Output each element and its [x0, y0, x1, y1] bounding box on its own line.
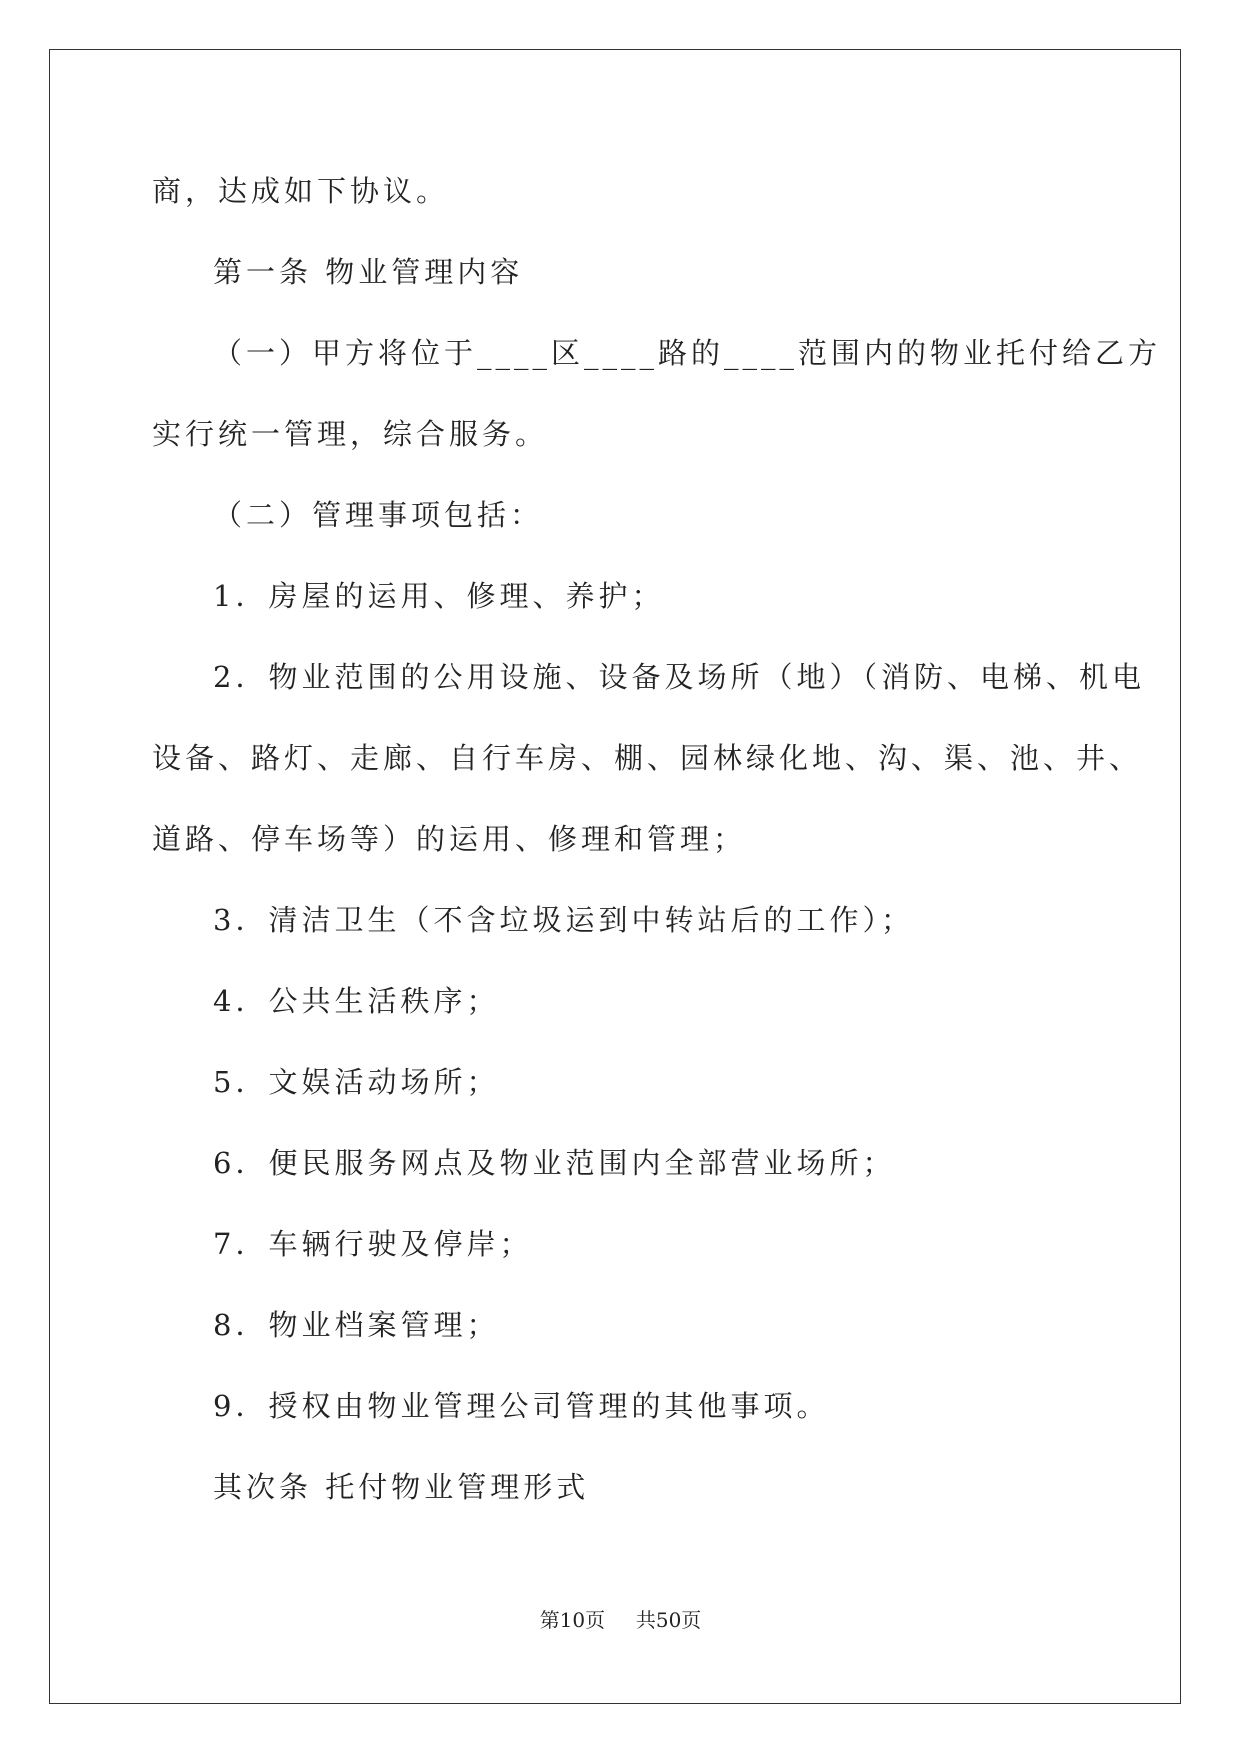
list-item-1: 1．房屋的运用、修理、养护；: [213, 579, 665, 613]
list-item-5: 5．文娱活动场所；: [213, 1065, 500, 1099]
list-item-4: 4．公共生活秩序；: [213, 984, 500, 1018]
list-item-2-cont-2: 道路、停车场等）的运用、修理和管理；: [152, 822, 747, 856]
list-item-7: 7．车辆行驶及停岸；: [213, 1227, 533, 1261]
list-item-6: 6．便民服务网点及物业范围内全部营业场所；: [213, 1146, 896, 1180]
page-frame: [49, 49, 1181, 1704]
article-2-heading: 其次条 托付物业管理形式: [213, 1470, 590, 1504]
list-item-2: 2．物业范围的公用设施、设备及场所（地）（消防、电梯、机电: [213, 660, 1145, 694]
text-line-4: 实行统一管理，综合服务。: [152, 417, 549, 451]
page-number: 第10页: [539, 1608, 606, 1632]
article-1-heading: 第一条 物业管理内容: [213, 255, 524, 289]
page-total: 共50页: [635, 1608, 702, 1632]
text-line-3: （一）甲方将位于____区____路的____范围内的物业托付给乙方: [213, 336, 1162, 370]
list-item-8: 8．物业档案管理；: [213, 1308, 500, 1342]
list-item-9: 9．授权由物业管理公司管理的其他事项。: [213, 1389, 830, 1423]
page-footer: [0, 1608, 1241, 1632]
list-item-3: 3．清洁卫生（不含垃圾运到中转站后的工作）；: [213, 903, 914, 937]
list-item-2-cont-1: 设备、路灯、走廊、自行车房、棚、园林绿化地、沟、渠、池、井、: [152, 741, 1143, 775]
text-line-5: （二）管理事项包括：: [213, 498, 544, 532]
text-line-1: 商，达成如下协议。: [152, 174, 450, 208]
